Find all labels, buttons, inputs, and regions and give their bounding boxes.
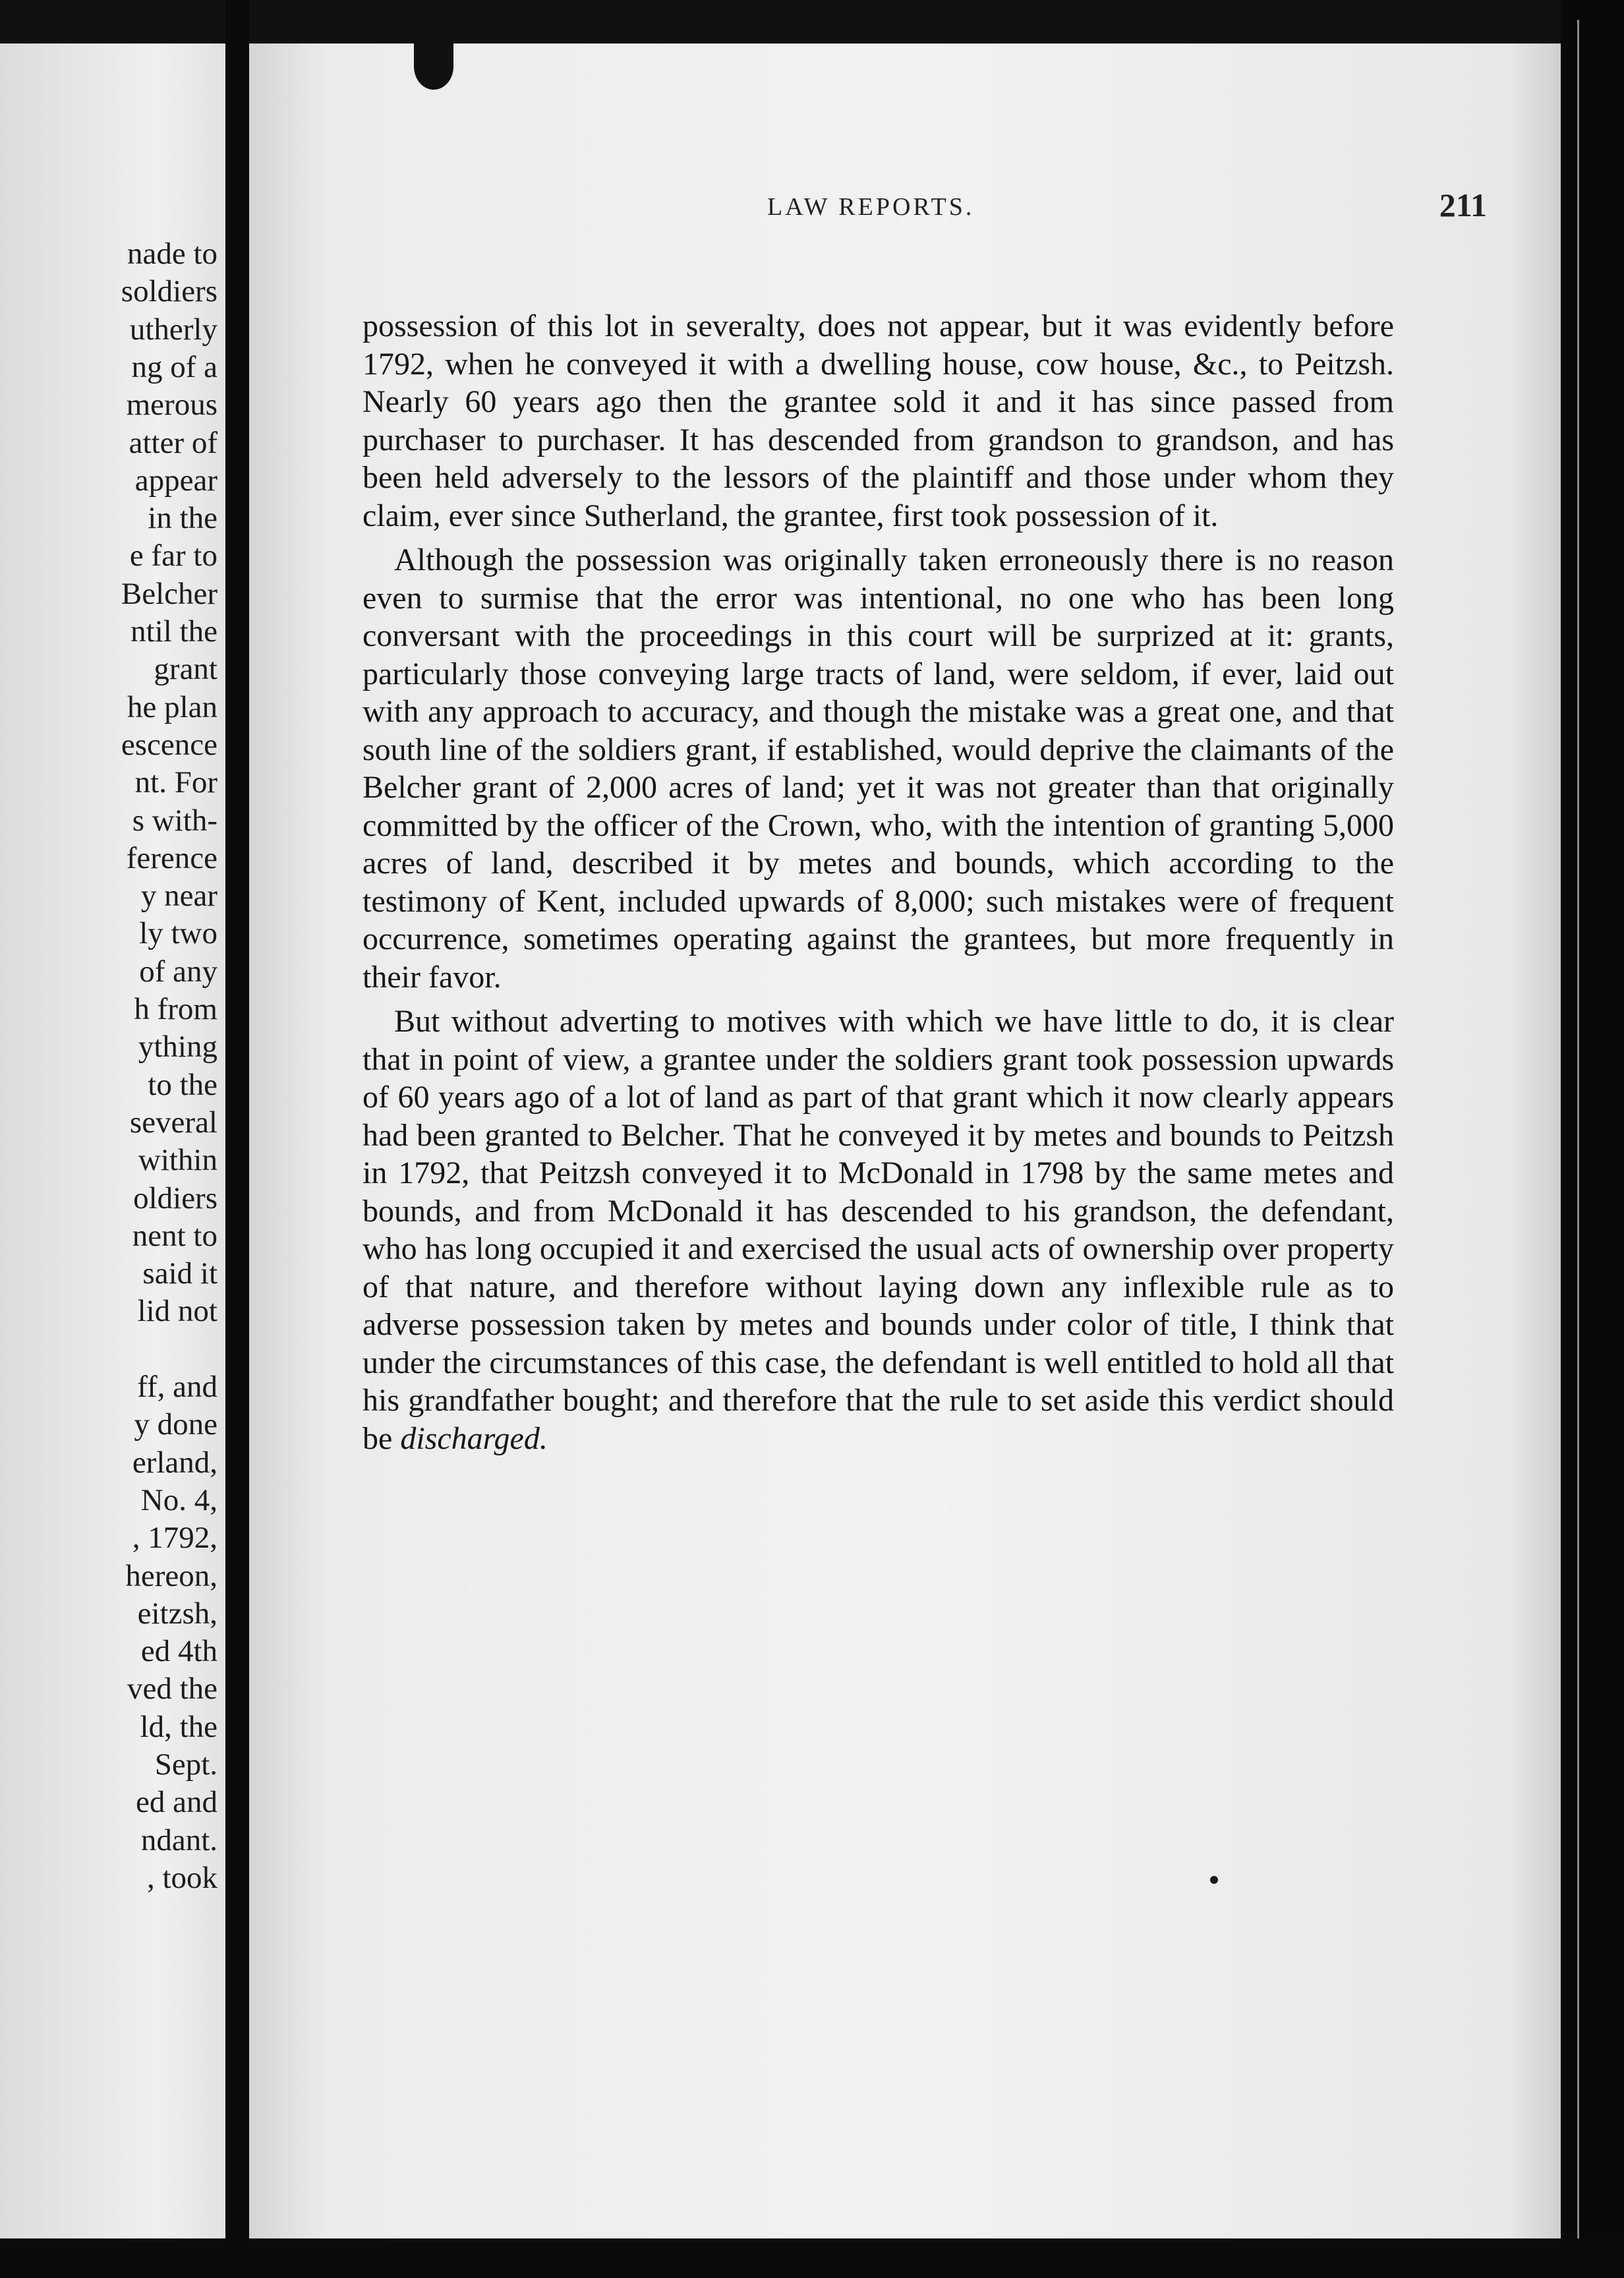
left-page-line: nent to [132, 1218, 218, 1253]
left-page-line: ff, and [137, 1370, 218, 1404]
right-page [249, 44, 1561, 2245]
left-page-line: hereon, [125, 1558, 218, 1593]
left-page-line: ld, the [140, 1709, 218, 1744]
left-page-line: No. 4, [140, 1482, 218, 1517]
running-head [249, 187, 1561, 232]
left-page-line: grant [154, 652, 218, 687]
left-page-line: ything [138, 1030, 218, 1065]
left-page-line: ed 4th [140, 1634, 218, 1669]
left-page-line: within [138, 1143, 218, 1178]
left-page-line: ntil the [130, 614, 218, 649]
book-gutter [225, 0, 249, 2278]
left-page-line: merous [126, 388, 218, 423]
body-text [362, 307, 1394, 1457]
paragraph-2 [362, 541, 1394, 996]
left-page-line: to the [148, 1067, 218, 1102]
ink-speck [1210, 1876, 1218, 1884]
left-page-line: , 1792, [132, 1521, 218, 1556]
closing-italic-word: discharged. [400, 1420, 548, 1456]
paragraph-3 [362, 1003, 1394, 1457]
left-page-line: utherly [129, 312, 218, 347]
page-number: 211 [1439, 187, 1487, 223]
left-page-line: Sept. [154, 1747, 218, 1782]
right-dark-edge [1561, 0, 1624, 2278]
paragraph-1 [362, 307, 1394, 535]
left-page-line: , took [146, 1860, 218, 1895]
left-page-line: he plan [127, 689, 218, 724]
left-page-line: ed and [136, 1785, 218, 1820]
page-tear-mark [414, 44, 453, 90]
left-page-line: of any [139, 954, 218, 989]
left-page-line: e far to [129, 539, 218, 573]
left-page-line: y near [140, 879, 218, 914]
left-page-line: ly two [139, 916, 218, 951]
left-page-line: eitzsh, [137, 1596, 218, 1631]
left-page-line: escence [121, 727, 218, 762]
left-page-line: y done [134, 1407, 218, 1442]
paragraph-3-text: But without adverting to motives with which we have little to do, it is clear that in point of view, a grantee under the soldiers grant took possession upwards of 60 years ago of a lot of land as part of that grant which it now clearly appears had been granted to Belcher. That he conveyed it by metes and bounds to Peitzsh in 1792, that Peitzsh conveyed it to McDonald in 1798 by the same metes and bounds, and from McDonald it has descended to his grandson, the defendant, who has long occupied it and exercised the usual acts of ownership over property of that nature, and therefore without laying down any inflexible rule as to adverse possession taken by metes and bounds under color of title, I think that under the circumstances of this case, the defendant is well entitled to hold all that his grandfather bought; and therefore that the rule to set aside this verdict should be [362, 1004, 1394, 1456]
left-page-line: ndant. [140, 1823, 218, 1857]
left-page-line: h from [134, 992, 218, 1026]
left-page-line: in the [148, 501, 218, 536]
bottom-dark-margin [0, 2238, 1624, 2278]
left-page-line: several [129, 1105, 218, 1140]
paragraph-1-text: possession of this lot in severalty, does not appear, but it was evidently before 1792, when he conveyed it with a dwelling house, cow house, &c., to Peitzsh. Nearly 60 years ago then the grantee sold it and it has since passed from purchaser to purchaser. It has descended from grandson to grandson, and has been held adversely to the lessors of the plaintiff and those under whom they claim, ever since Sutherland, the grantee, first took possession of it. [362, 308, 1394, 533]
left-page-line: oldiers [133, 1181, 218, 1215]
left-page-line: nade to [127, 237, 218, 271]
left-page-line: appear [134, 463, 218, 498]
paragraph-2-text: Although the possession was originally taken erroneously there is no reason even to surmise that the error was intentional, no one who has been long conversant with the proceedings in this court will be surprized at it: grants, particularly those conveying large tracts of land, were seldom, if ever, laid out with any approach to accuracy, and though the mistake was a great one, and that south line of the soldiers grant, if established, would deprive the claimants of the Belcher grant of 2,000 acres of land; yet it was not greater than that originally committed by the officer of the Crown, who, with the intention of granting 5,000 acres of land, described it by metes and bounds, which according to the testimony of Kent, included upwards of 8,000; such mistakes were of frequent occurrence, sometimes operating against the grantees, but more frequently in their favor. [362, 542, 1394, 995]
left-page-line: s with- [132, 803, 218, 838]
running-head-title: LAW REPORTS. [767, 193, 975, 221]
page-edge-line [1577, 20, 1579, 2248]
left-page-line: Belcher [121, 576, 218, 611]
left-page-line: lid not [137, 1294, 218, 1329]
left-page [0, 44, 225, 2238]
left-page-line: said it [142, 1256, 218, 1291]
left-page-line: erland, [132, 1445, 218, 1480]
left-page-line: ference [126, 840, 218, 875]
left-page-line: nt. For [134, 765, 218, 800]
left-page-line: ng of a [131, 349, 218, 384]
left-page-line: atter of [129, 425, 218, 460]
left-page-line: ved the [127, 1672, 218, 1707]
left-page-line: soldiers [121, 274, 218, 309]
